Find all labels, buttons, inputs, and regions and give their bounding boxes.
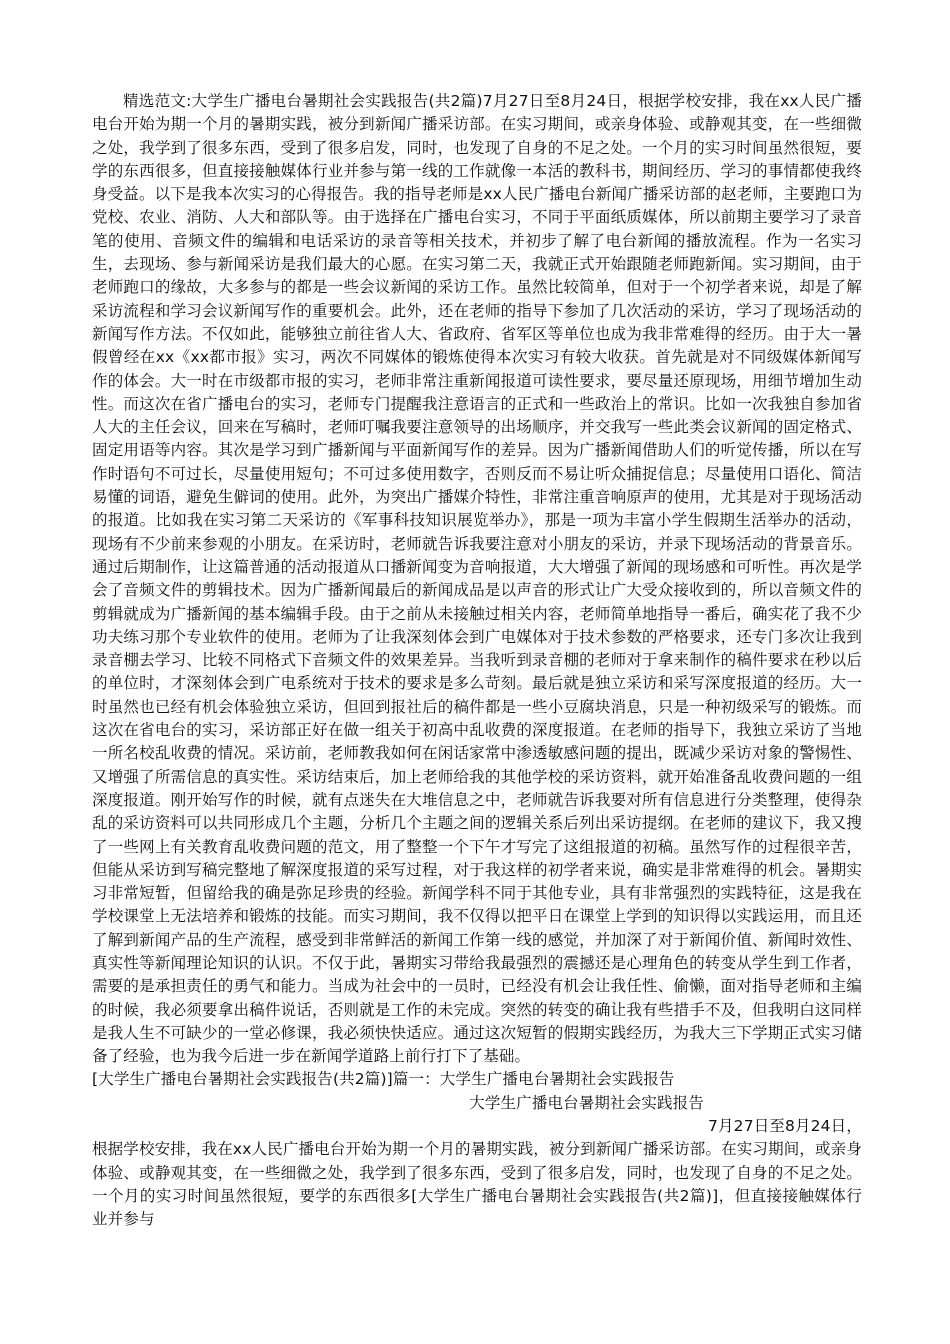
date-line: 7月27日至8月24日， [708, 1117, 862, 1136]
section-heading: [大学生广播电台暑期社会实践报告(共2篇)]篇一：大学生广播电台暑期社会实践报告 [92, 1070, 675, 1089]
closing-paragraph: 根据学校安排，我在xx人民广播电台开始为期一个月的暑期实践，被分到新闻广播采访部。在实习期间，或亲身体验、或静观其变，在一些细微之处，我学到了很多东西，受到了很多启发，同时，也发现了自身的不足之处。一个月的实习时间虽然很短，要学的东西很多[大学生广播电台暑期社会实践报告(共2篇)]，但直接接触媒体行业并参与 [92, 1140, 862, 1229]
main-paragraph: 精选范文:大学生广播电台暑期社会实践报告(共2篇)7月27日至8月24日，根据学校安排，我在xx人民广播电台开始为期一个月的暑期实践，被分到新闻广播采访部。在实习期间，或亲身体验、或静观其变，在一些细微之处，我学到了很多东西，受到了很多启发，同时，也发现了自身的不足之处。一个月的实习时间虽然很短，要学的东西很多，但直接接触媒体行业并参与第一线的工作就像一本活的教科书，期间经历、学习的事情都使我终身受益。以下是我本次实习的心得报告。我的指导老师是xx人民广播电台新闻广播采访部的赵老师，主要跑口为党校、农业、消防、人大和部队等。由于选择在广播电台实习，不同于平面纸质媒体，所以前期主要学习了录音笔的使用、音频文件的编辑和电话采访的录音等相关技术，并初步了解了电台新闻的播放流程。作为一名实习生，去现场、参与新闻采访是我们最大的心愿。在实习第二天，我就正式开始跟随老师跑新闻。实习期间，由于老师跑口的缘故，大多参与的都是一些会议新闻的采访工作。虽然比较简单，但对于一个初学者来说，却是了解采访流程和学习会议新闻写作的重要机会。此外，还在老师的指导下参加了几次活动的采访，学习了现场活动的新闻写作方法。不仅如此，能够独立前往省人大、省政府、省军区等单位也成为我非常难得的经历。由于大一暑假曾经在xx《xx都市报》实习，两次不同媒体的锻炼使得本次实习有较大收获。首先就是对不同级媒体新闻写作的体会。大一时在市级都市报的实习，老师非常注重新闻报道可读性要求，要尽量还原现场，用细节增加生动性。而这次在省广播电台的实习，老师专门提醒我注意语言的正式和一些政治上的常识。比如一次我独自参加省人大的主任会议，回来在写稿时，老师叮嘱我要注意领导的出场顺序，并交我写一些此类会议新闻的固定格式、固定用语等内容。其次是学习到广播新闻与平面新闻写作的差异。因为广播新闻借助人们的听觉传播，所以在写作时语句不可过长，尽量使用短句；不可过多使用数字，否则反而不易让听众捕捉信息；尽量使用口语化、简洁易懂的词语，避免生僻词的使用。此外，为突出广播媒介特性，非常注重音响原声的使用，尤其是对于现场活动的报道。比如我在实习第二天采访的《军事科技知识展览举办》，那是一项为丰富小学生假期生活举办的活动，现场有不少前来参观的小朋友。在采访时，老师就告诉我要注意对小朋友的采访，并录下现场活动的背景音乐。通过后期制作，让这篇普通的活动报道从口播新闻变为音响报道，大大增强了新闻的现场感和可听性。再次是学会了音频文件的剪辑技术。因为广播新闻最后的新闻成品是以声音的形式让广大受众接收到的，所以音频文件的剪辑就成为广播新闻的基本编辑手段。由于之前从未接触过相关内容，老师简单地指导一番后，确实花了我不少功夫练习那个专业软件的使用。老师为了让我深刻体会到广电媒体对于技术参数的严格要求，还专门多次让我到录音棚去学习、比较不同格式下音频文件的效果差异。当我听到录音棚的老师对于拿来制作的稿件要求在秒以后的单位时，才深刻体会到广电系统对于技术的要求是多么苛刻。最后就是独立采访和采写深度报道的经历。大一时虽然也已经有机会体验独立采访，但回到报社后的稿件都是一些小豆腐块消息，只是一种初级采写的锻炼。而这次在省电台的实习，采访部正好在做一组关于初高中乱收费的深度报道。在老师的指导下，我独立采访了当地一所名校乱收费的情况。采访前，老师教我如何在闲话家常中渗透敏感问题的提出，既减少采访对象的警惕性、又增强了所需信息的真实性。采访结束后，加上老师给我的其他学校的采访资料，就开始准备乱收费问题的一组深度报道。刚开始写作的时候，就有点迷失在大堆信息之中，老师就告诉我要对所有信息进行分类整理，使得杂乱的采访资料可以共同形成几个主题，分析几个主题之间的逻辑关系后列出采访提纲。在老师的建议下，我又搜了一些网上有关教育乱收费问题的范文，用了整整一个下午才写完了这组报道的初稿。虽然写作的过程很辛苦，但能从采访到写稿完整地了解深度报道的采写过程，对于我这样的初学者来说，确实是非常难得的机会。暑期实习非常短暂，但留给我的确是弥足珍贵的经验。新闻学科不同于其他专业，具有非常强烈的实践特征，这是我在学校课堂上无法培养和锻炼的技能。而实习期间，我不仅得以把平日在课堂上学到的知识得以实践运用，而且还了解到新闻产品的生产流程，感受到非常鲜活的新闻工作第一线的感觉，并加深了对于新闻价值、新闻时效性、真实性等新闻理论知识的认识。不仅于此，暑期实习带给我最强烈的震撼还是心理角色的转变从学生到工作者，需要的是承担责任的勇气和能力。当成为社会中的一员时，已经没有机会让我任性、偷懒，面对指导老师和主编的时候，我必须要拿出稿件说话，否则就是工作的未完成。突然的转变的确让我有些措手不及，但我明白这同样是我人生不可缺少的一堂必修课，我必须快快适应。通过这次短暂的假期实践经历，为我大三下学期正式实习储备了经验，也为我今后进一步在新闻学道路上前行打下了基础。 [92, 92, 862, 1066]
document-page [92, 90, 862, 1232]
report-title: 大学生广播电台暑期社会实践报告 [469, 1093, 704, 1112]
